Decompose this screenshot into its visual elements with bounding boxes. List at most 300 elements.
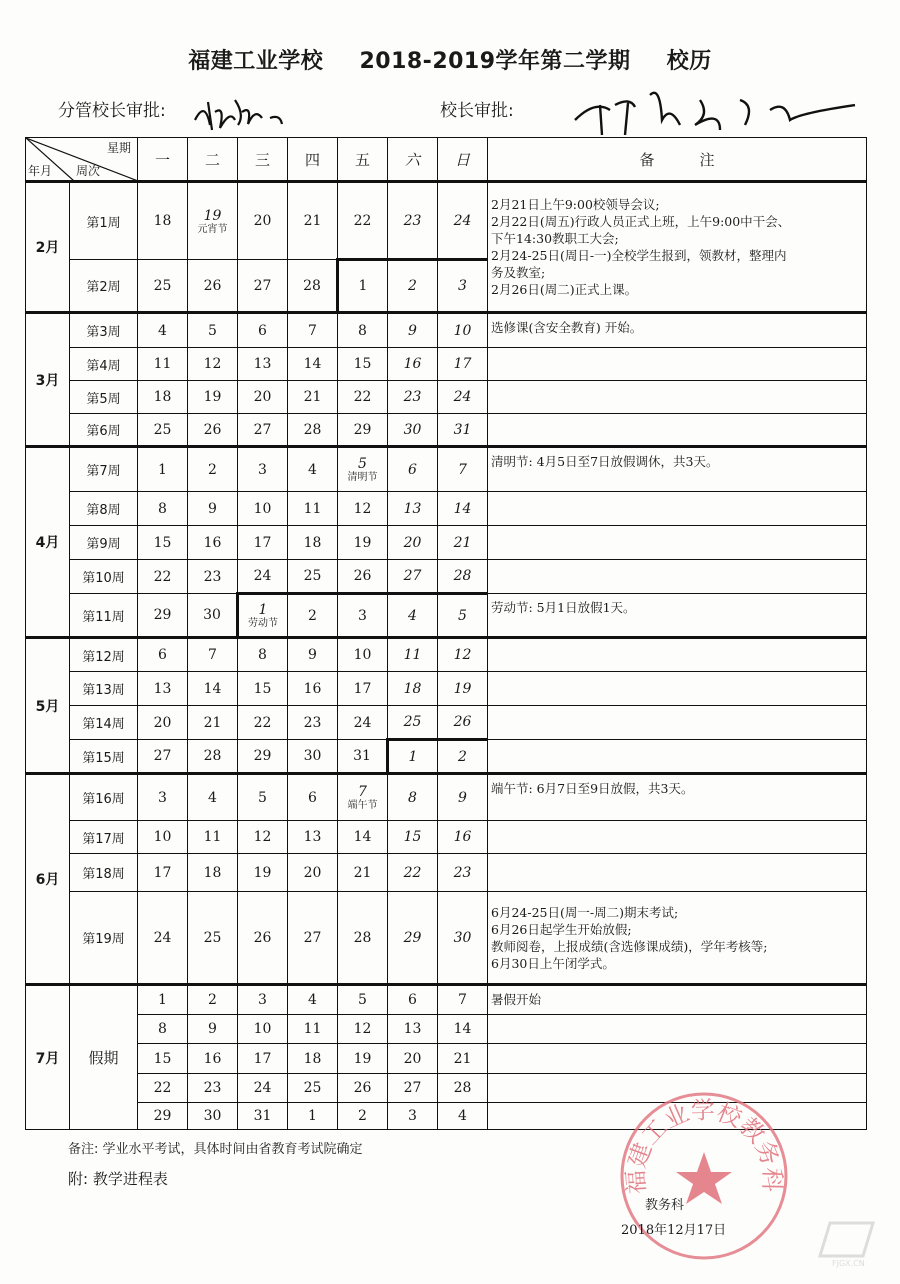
day-number: 18 xyxy=(403,680,422,697)
day-cell xyxy=(288,381,338,414)
day-number: 27 xyxy=(303,929,322,946)
note-line: 2月21日上午9:00校领导会议; xyxy=(491,197,660,212)
day-cell xyxy=(188,348,238,381)
week-row xyxy=(26,313,867,348)
day-cell xyxy=(388,594,438,638)
day-number: 23 xyxy=(403,389,422,405)
day-cell xyxy=(238,313,288,348)
day-number: 14 xyxy=(353,829,372,845)
day-number: 31 xyxy=(353,748,371,764)
day-number: 12 xyxy=(353,1021,372,1037)
day-cell xyxy=(288,638,338,672)
day-number: 22 xyxy=(353,212,372,229)
day-cell xyxy=(438,260,488,313)
day-cell xyxy=(388,638,438,672)
day-cell xyxy=(188,447,238,492)
notes-cell xyxy=(488,594,867,638)
day-cell xyxy=(288,260,338,313)
day-number: 2 xyxy=(308,607,317,624)
day-number: 10 xyxy=(453,322,472,339)
day-number: 29 xyxy=(153,607,172,623)
day-number: 26 xyxy=(453,714,472,730)
day-cell xyxy=(388,706,438,740)
notes-cell xyxy=(488,854,867,892)
week-number-cell: 第19周 xyxy=(70,892,138,985)
day-cell xyxy=(438,740,488,774)
day-number: 21 xyxy=(303,389,322,405)
day-cell xyxy=(188,821,238,854)
week-number-cell: 第2周 xyxy=(70,260,138,313)
header-day-mon: 一 xyxy=(138,138,188,182)
day-number: 9 xyxy=(308,647,317,663)
corner-week-label: 周次 xyxy=(76,164,101,178)
day-number: 17 xyxy=(253,534,272,551)
day-number: 6 xyxy=(258,322,267,339)
week-number-cell: 第6周 xyxy=(70,414,138,447)
day-cell xyxy=(338,492,388,526)
note-line: 2月22日(周五)行政人员正式上班，上午9:00中干会、 xyxy=(491,214,791,229)
note-line: 务及教室; xyxy=(491,265,546,280)
day-cell xyxy=(138,348,188,381)
note-line: 选修课(含安全教育) 开始。 xyxy=(491,320,643,335)
day-number: 29 xyxy=(253,748,272,764)
day-number: 20 xyxy=(303,864,322,881)
day-cell xyxy=(438,182,488,260)
day-number: 4 xyxy=(308,992,317,1008)
day-cell xyxy=(438,526,488,560)
header-day-tue: 二 xyxy=(188,138,238,182)
day-number: 26 xyxy=(353,568,372,584)
day-number: 8 xyxy=(408,789,417,806)
day-cell xyxy=(138,1015,188,1044)
day-number: 13 xyxy=(403,500,422,517)
day-number: 5 xyxy=(358,992,367,1008)
day-number: 4 xyxy=(458,1108,467,1124)
day-number: 8 xyxy=(358,322,367,339)
day-number: 15 xyxy=(153,534,172,551)
day-number: 2 xyxy=(208,461,217,478)
header-notes: 备 注 xyxy=(488,138,867,182)
day-number: 29 xyxy=(353,421,372,438)
day-number: 16 xyxy=(203,534,222,551)
day-cell xyxy=(188,892,238,985)
day-number: 23 xyxy=(303,714,322,731)
day-cell xyxy=(388,1074,438,1103)
day-cell xyxy=(238,740,288,774)
day-cell xyxy=(438,414,488,447)
day-cell xyxy=(238,1015,288,1044)
day-cell xyxy=(238,985,288,1015)
day-number: 30 xyxy=(203,607,221,623)
day-number: 6 xyxy=(158,647,167,663)
day-cell xyxy=(438,774,488,821)
day-number: 21 xyxy=(453,534,472,551)
week-row xyxy=(26,638,867,672)
day-number: 15 xyxy=(253,680,272,697)
week-row xyxy=(26,381,867,414)
day-number: 30 xyxy=(303,748,322,764)
day-number: 22 xyxy=(353,389,372,405)
header-row xyxy=(26,138,867,182)
week-row xyxy=(26,526,867,560)
day-number: 22 xyxy=(153,568,172,585)
holiday-label: 元宵节 xyxy=(197,223,228,235)
day-cell xyxy=(288,821,338,854)
notes-cell xyxy=(488,182,867,313)
day-number: 27 xyxy=(153,748,172,764)
notes-cell xyxy=(488,381,867,414)
day-number: 21 xyxy=(203,714,222,731)
day-cell xyxy=(438,1103,488,1130)
day-number: 25 xyxy=(403,714,422,730)
day-cell xyxy=(138,260,188,313)
week-row xyxy=(26,774,867,821)
day-cell xyxy=(138,182,188,260)
day-cell xyxy=(188,414,238,447)
day-number: 22 xyxy=(253,714,272,731)
day-cell xyxy=(188,560,238,594)
day-number: 9 xyxy=(208,500,217,517)
day-number: 19 xyxy=(203,207,222,224)
day-cell xyxy=(338,381,388,414)
day-cell xyxy=(238,414,288,447)
day-cell xyxy=(438,492,488,526)
day-number: 13 xyxy=(253,356,272,372)
day-cell xyxy=(338,414,388,447)
week-number-cell: 第11周 xyxy=(70,594,138,638)
day-number: 7 xyxy=(208,647,217,663)
issue-date: 2018年12月17日 xyxy=(621,1223,727,1238)
day-cell xyxy=(288,985,338,1015)
day-cell xyxy=(188,594,238,638)
notes-cell xyxy=(488,348,867,381)
day-cell xyxy=(238,706,288,740)
day-number: 7 xyxy=(458,992,467,1008)
day-number: 1 xyxy=(308,1108,317,1124)
day-cell xyxy=(438,706,488,740)
header-day-thu: 四 xyxy=(288,138,338,182)
day-cell xyxy=(188,774,238,821)
day-number: 24 xyxy=(253,568,272,584)
day-number: 7 xyxy=(458,461,467,478)
notes-cell xyxy=(488,447,867,492)
day-number: 4 xyxy=(208,789,217,806)
month-cell: 5月 xyxy=(26,638,70,774)
day-cell xyxy=(388,313,438,348)
week-row xyxy=(26,985,867,1015)
day-cell xyxy=(188,1074,238,1103)
day-cell xyxy=(388,892,438,985)
day-number: 12 xyxy=(253,829,272,845)
day-cell xyxy=(188,260,238,313)
day-cell xyxy=(388,381,438,414)
day-cell xyxy=(338,774,388,821)
day-cell xyxy=(388,854,438,892)
day-cell xyxy=(388,260,438,313)
header-day-fri: 五 xyxy=(338,138,388,182)
day-number: 20 xyxy=(403,1050,422,1067)
day-number: 3 xyxy=(258,461,267,478)
notes-cell xyxy=(488,313,867,348)
day-number: 19 xyxy=(453,680,472,697)
day-number: 17 xyxy=(253,1050,272,1067)
seal-star-icon xyxy=(676,1152,732,1204)
day-cell xyxy=(288,672,338,706)
day-cell xyxy=(438,638,488,672)
holiday-label: 清明节 xyxy=(347,472,378,483)
day-number: 25 xyxy=(153,421,172,438)
day-cell xyxy=(138,1074,188,1103)
day-number: 15 xyxy=(153,1050,172,1067)
day-cell xyxy=(388,1044,438,1074)
day-cell xyxy=(288,313,338,348)
day-cell xyxy=(138,414,188,447)
day-number: 14 xyxy=(453,1021,472,1037)
day-cell xyxy=(238,1103,288,1130)
day-cell xyxy=(238,594,288,638)
day-number: 20 xyxy=(253,389,272,405)
day-cell xyxy=(238,1044,288,1074)
header-day-sun: 日 xyxy=(438,138,488,182)
day-cell xyxy=(138,985,188,1015)
day-cell xyxy=(238,638,288,672)
day-number: 8 xyxy=(158,500,167,517)
day-number: 29 xyxy=(403,929,422,946)
vice-principal-signature xyxy=(190,90,330,135)
day-cell xyxy=(188,985,238,1015)
day-number: 8 xyxy=(258,647,267,663)
day-number: 30 xyxy=(403,421,422,438)
day-cell xyxy=(238,492,288,526)
day-number: 31 xyxy=(453,421,472,438)
week-row xyxy=(26,414,867,447)
day-cell xyxy=(138,1103,188,1130)
day-cell xyxy=(238,892,288,985)
day-cell xyxy=(288,1044,338,1074)
day-cell xyxy=(238,526,288,560)
svg-text:FJGX.CN: FJGX.CN xyxy=(832,1259,865,1268)
day-cell xyxy=(238,182,288,260)
day-cell xyxy=(438,892,488,985)
day-cell xyxy=(288,526,338,560)
day-cell xyxy=(238,447,288,492)
note-line: 暑假开始 xyxy=(491,992,542,1007)
day-number: 4 xyxy=(308,461,317,478)
day-cell xyxy=(138,594,188,638)
day-number: 14 xyxy=(203,680,222,697)
day-cell xyxy=(288,706,338,740)
day-number: 13 xyxy=(403,1021,422,1037)
header-day-wed: 三 xyxy=(238,138,288,182)
day-cell xyxy=(238,672,288,706)
note-line: 下午14:30教职工大会; xyxy=(491,231,619,246)
week-row xyxy=(26,892,867,985)
day-cell xyxy=(388,560,438,594)
note-line: 教师阅卷，上报成绩(含选修课成绩)，学年考核等; xyxy=(491,938,768,954)
header-day-sat: 六 xyxy=(388,138,438,182)
notes-cell xyxy=(488,985,867,1015)
day-number: 16 xyxy=(303,680,322,697)
day-cell xyxy=(188,526,238,560)
day-cell xyxy=(138,706,188,740)
day-number: 29 xyxy=(153,1108,172,1124)
week-row xyxy=(26,854,867,892)
day-number: 17 xyxy=(353,680,372,697)
notes-cell xyxy=(488,560,867,594)
day-number: 10 xyxy=(153,829,172,845)
day-number: 18 xyxy=(153,213,172,229)
day-number: 18 xyxy=(303,534,322,551)
day-cell xyxy=(188,1103,238,1130)
day-number: 20 xyxy=(253,213,272,229)
day-number: 10 xyxy=(253,500,272,517)
notes-cell xyxy=(488,1015,867,1044)
day-number: 28 xyxy=(453,568,472,584)
day-cell xyxy=(338,985,388,1015)
day-number: 30 xyxy=(453,929,472,946)
day-cell xyxy=(138,381,188,414)
day-cell xyxy=(438,985,488,1015)
day-cell xyxy=(338,594,388,638)
day-cell xyxy=(238,854,288,892)
day-cell xyxy=(288,892,338,985)
school-calendar-table xyxy=(25,137,867,1130)
week-number-cell: 第4周 xyxy=(70,348,138,381)
day-cell xyxy=(438,594,488,638)
day-number: 26 xyxy=(203,277,222,294)
week-number-cell: 第7周 xyxy=(70,447,138,492)
doc-name: 校历 xyxy=(666,49,712,74)
day-number: 31 xyxy=(253,1108,272,1124)
day-cell xyxy=(188,381,238,414)
day-number: 12 xyxy=(203,356,222,372)
note-line: 清明节: 4月5日至7日放假调休，共3天。 xyxy=(491,454,719,469)
day-number: 3 xyxy=(258,992,267,1008)
week-number-cell: 第17周 xyxy=(70,821,138,854)
day-cell xyxy=(288,740,338,774)
day-number: 2 xyxy=(458,748,467,765)
week-row xyxy=(26,706,867,740)
day-cell xyxy=(138,560,188,594)
day-number: 27 xyxy=(253,421,272,438)
day-number: 10 xyxy=(353,647,372,663)
day-cell xyxy=(138,774,188,821)
notes-cell xyxy=(488,492,867,526)
day-number: 8 xyxy=(158,1021,167,1037)
document-title xyxy=(0,44,900,75)
note-line: 6月26日起学生开始放假; xyxy=(491,921,632,937)
day-cell xyxy=(338,740,388,774)
day-number: 9 xyxy=(408,322,417,339)
week-row xyxy=(26,560,867,594)
day-cell xyxy=(388,985,438,1015)
seal-text: 福建工业学校教务科 xyxy=(621,1096,787,1195)
day-cell xyxy=(288,854,338,892)
day-number: 11 xyxy=(303,500,322,517)
day-cell xyxy=(138,638,188,672)
week-number-cell: 第1周 xyxy=(70,182,138,260)
day-number: 14 xyxy=(303,356,322,372)
day-number: 23 xyxy=(453,864,472,881)
week-number-cell: 第15周 xyxy=(70,740,138,774)
day-cell xyxy=(338,892,388,985)
day-number: 27 xyxy=(253,277,272,294)
week-row xyxy=(26,447,867,492)
week-row xyxy=(26,1044,867,1074)
day-cell xyxy=(338,1074,388,1103)
day-cell xyxy=(238,774,288,821)
day-number: 11 xyxy=(203,829,222,845)
day-number: 14 xyxy=(453,500,472,517)
day-cell xyxy=(288,447,338,492)
day-cell xyxy=(188,492,238,526)
day-cell xyxy=(188,182,238,260)
day-number: 13 xyxy=(303,829,322,845)
month-cell: 3月 xyxy=(26,313,70,447)
notes-cell xyxy=(488,740,867,774)
day-cell xyxy=(338,348,388,381)
day-cell xyxy=(388,447,438,492)
month-cell: 2月 xyxy=(26,182,70,313)
day-number: 2 xyxy=(408,278,417,294)
day-cell xyxy=(438,1015,488,1044)
notes-cell xyxy=(488,821,867,854)
day-number: 24 xyxy=(153,929,172,946)
week-number-cell: 第13周 xyxy=(70,672,138,706)
day-number: 23 xyxy=(203,568,222,585)
day-cell xyxy=(238,1074,288,1103)
day-number: 16 xyxy=(453,829,472,845)
day-number: 27 xyxy=(403,568,422,584)
day-cell xyxy=(138,854,188,892)
watermark-logo-icon xyxy=(818,1218,878,1268)
day-number: 26 xyxy=(353,1080,372,1096)
day-number: 1 xyxy=(408,748,418,765)
day-cell xyxy=(338,1103,388,1130)
week-row xyxy=(26,1015,867,1044)
holiday-label: 劳动节 xyxy=(248,618,278,629)
day-number: 17 xyxy=(453,356,472,372)
day-cell xyxy=(338,854,388,892)
day-number: 28 xyxy=(303,421,322,438)
day-cell xyxy=(138,821,188,854)
day-cell xyxy=(288,1103,338,1130)
principal-signature xyxy=(570,75,860,140)
day-number: 4 xyxy=(158,322,167,339)
week-number-cell: 第3周 xyxy=(70,313,138,348)
day-number: 5 xyxy=(358,456,367,472)
day-number: 27 xyxy=(403,1080,422,1096)
month-cell: 7月 xyxy=(26,985,70,1130)
day-number: 5 xyxy=(458,607,467,624)
notes-cell xyxy=(488,638,867,672)
day-cell xyxy=(188,706,238,740)
day-cell xyxy=(288,1015,338,1044)
week-number-cell: 第9周 xyxy=(70,526,138,560)
day-number: 25 xyxy=(303,1080,322,1096)
day-cell xyxy=(438,560,488,594)
day-cell xyxy=(138,492,188,526)
day-cell xyxy=(388,492,438,526)
week-number-cell: 第18周 xyxy=(70,854,138,892)
day-number: 30 xyxy=(203,1108,222,1124)
day-number: 9 xyxy=(458,789,467,806)
week-row xyxy=(26,492,867,526)
day-number: 15 xyxy=(403,829,422,845)
day-number: 17 xyxy=(153,864,172,881)
day-cell xyxy=(338,447,388,492)
day-cell xyxy=(288,594,338,638)
